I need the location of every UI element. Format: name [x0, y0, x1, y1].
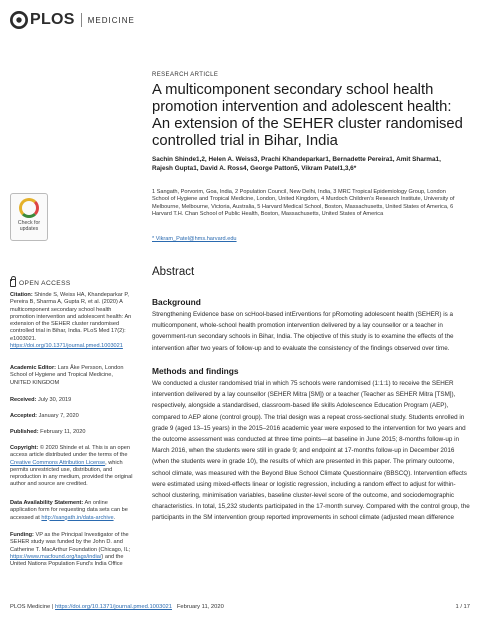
received-label: Received:	[10, 397, 37, 403]
email-link[interactable]: * Vikram_Patel@hms.harvard.edu	[152, 236, 237, 242]
copyright-label: Copyright:	[10, 445, 39, 451]
check-for-updates-icon	[19, 198, 39, 218]
page-footer	[10, 604, 470, 610]
data-archive-link[interactable]: http://sangath.in/data-archive	[41, 514, 114, 521]
data-availability-end: .	[113, 514, 116, 521]
citation-block	[10, 292, 134, 350]
accepted-label: Accepted:	[10, 413, 38, 419]
footer-doi-link[interactable]: https://doi.org/10.1371/journal.pmed.1003021	[55, 604, 173, 610]
plos-logo-icon	[10, 11, 28, 29]
accepted-block	[10, 413, 134, 420]
plos-logo-text: PLOS	[30, 11, 75, 28]
cc-license-link[interactable]: Creative Commons Attribution License	[10, 459, 106, 466]
academic-editor-block	[10, 365, 134, 387]
received-block	[10, 397, 134, 404]
check-badge-line1: Check for	[17, 220, 41, 226]
copyright-text-a: © 2020 Shinde et al. This is an open access article distributed under the terms of the	[10, 445, 131, 459]
footer-journal: PLOS Medicine	[10, 604, 51, 610]
journal-name: MEDICINE	[87, 15, 135, 25]
funding-text-a: VP as the Principal Investigator of the SEHER study was funded by the John D. and Catherine T. MacArthur Foundation (Chicago, IL;	[10, 532, 131, 553]
data-availability-label: Data Availability Statement:	[10, 500, 84, 506]
editor-label: Academic Editor:	[10, 365, 57, 371]
author-list: Sachin Shinde1,2, Helen A. Weiss3, Prachi Khandeparkar1, Bernadette Pereira1, Amit Sharma1, Rajesh Gupta1, David A. Ross4, George Patton5, Vikram Patel1,3,6*	[152, 156, 441, 173]
check-for-updates-badge[interactable]	[10, 193, 48, 241]
methods-paragraph: We conducted a cluster randomised trial in which 75 schools were randomised (1:1:1) to receive the SEHER intervention delivered by a lay counsellor (SEHER Mitra [SM]) or a teacher (Teacher as SEHER Mitra [TSM]), respectively, alongside a standardised, classroom-based life skills Adolescence Education Program (AEP), compared to AEP alone (control group). The trial design was a repeat cross-sectional study. Students enrolled in grade 9 (aged 13–15 years) in the 2015–2016 academic year were exposed to the intervention for two years and the outcome assessment was conducted at three time points—at baseline in June 2015; 8-months follow-up in March 2016, when the students were still in grade 9; and endpoint at 17-months follow-up in December 2016 (when the students were in grade 10), the results of which are presented in this paper. The primary outcome, school climate, was measured with the Beyond Blue School Climate Questionnaire (BBSCQ). Intervention effects were estimated using mixed-effects linear or logistic regression, including a random effect to adjust for within-school clustering, minimisation variables, baseline cluster-level score of the outcome, and sociodemographic characteristics. In total, 15,232 students participated in the 17-month survey. Compared with the control group, the participants in the SM intervention group reported improvements in school climate (adjusted mean difference	[152, 380, 470, 522]
footer-date: February 11, 2020	[176, 604, 224, 610]
footer-citation	[10, 604, 224, 610]
funding-block	[10, 532, 134, 568]
open-access-lock-icon	[10, 279, 16, 287]
header-divider	[81, 13, 82, 27]
abstract-heading: Abstract	[152, 266, 195, 278]
article-title: A multicomponent secondary school health promotion intervention and adolescent health: An extension of the SEHER cluster randomised controlled trial in Bihar, India	[152, 82, 463, 149]
published-date: February 11, 2020	[40, 429, 86, 435]
open-access-label	[10, 279, 71, 287]
citation-text: Shinde S, Weiss HA, Khandeparkar P, Pereira B, Sharma A, Gupta R, et al. (2020) A multicomponent secondary school health promotion intervention and adolescent health: An extension of the SEHER cluster randomised controlled trial in Bihar, India. PLoS Med 17(2): e1003021.	[10, 292, 132, 342]
macfound-link[interactable]: https://www.macfound.org/tags/india/	[10, 553, 102, 560]
editor-text: Lars Åke Persson, London School of Hygiene and Tropical Medicine, UNITED KINGDOM	[10, 365, 124, 386]
methods-heading: Methods and findings	[152, 366, 239, 376]
affiliations: 1 Sangath, Porvorim, Goa, India, 2 Population Council, New Delhi, India, 3 MRC Tropical Epidemiology Group, London School of Hygiene and Tropical Medicine, London, United Kingdom, 4 Murdoch Children’s Research Institute, University of Melbourne, Melbourne, Victoria, Australia, 5 Harvard Medical School, Boston, Massachusetts, United States of America, 6 Harvard T.H. Chan School of Public Health, Boston, Massachusetts, United States of America	[152, 189, 455, 217]
article-type: RESEARCH ARTICLE	[152, 72, 219, 78]
corresponding-email[interactable]	[152, 236, 237, 242]
citation-label: Citation:	[10, 292, 33, 298]
citation-doi-link[interactable]: https://doi.org/10.1371/journal.pmed.1003021	[10, 343, 123, 350]
copyright-text-b: , which permits unrestricted use, distribution, and reproduction in any medium, provided the original author and source are credited.	[10, 459, 133, 488]
open-access-text: OPEN ACCESS	[19, 279, 71, 287]
footer-separator: |	[50, 604, 56, 610]
background-paragraph: Strengthening Evidence base on scHool-based intErventions for pRomoting adolescent health (SEHER) is a multicomponent, whole-school health promotion intervention delivered by a lay counsellor or a teacher in government-run secondary schools in Bihar, India. The objective of this study is to examine the effects of the intervention after two years of follow-up and to evaluate the consistency of the findings observed over time.	[152, 311, 454, 352]
data-availability-text: An online application form for requesting data sets can be accessed at	[10, 500, 128, 521]
background-heading: Background	[152, 297, 201, 307]
check-badge-line2: updates	[19, 226, 39, 232]
published-label: Published:	[10, 429, 39, 435]
published-block	[10, 429, 134, 436]
funding-label: Funding:	[10, 532, 34, 538]
copyright-block	[10, 445, 134, 489]
funding-text-b: ) and the United Nations Population Fund’s India Office	[10, 553, 124, 568]
journal-header	[10, 10, 135, 30]
data-availability-block	[10, 500, 134, 522]
page-number: 1 / 17	[455, 604, 470, 610]
received-date: July 30, 2019	[38, 397, 72, 403]
accepted-date: January 7, 2020	[38, 413, 79, 419]
